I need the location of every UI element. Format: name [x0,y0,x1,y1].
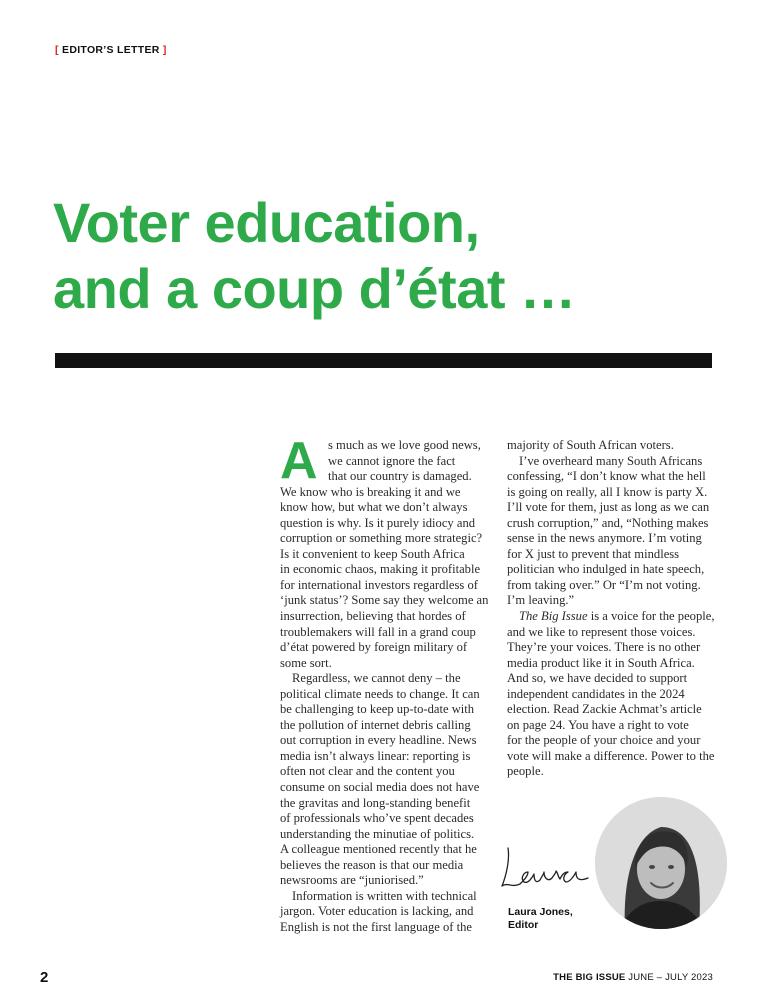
article-line: I’ll vote for them, just as long as we can [507,500,710,515]
article-line: independent candidates in the 2024 [507,686,685,701]
issue-date: JUNE – JULY 2023 [628,972,713,983]
article-line: sense in the news anymore. I’m voting [507,531,702,546]
article-line: election. Read Zackie Achmat’s article [507,702,702,717]
article-line: be challenging to keep up-to-date with [280,702,475,717]
article-line: is going on really, all I know is party X. [507,484,708,499]
article-line: media product like it in South Africa. [507,655,695,670]
publication-name-italic: The Big Issue [519,609,588,624]
article-line: majority of South African voters. [507,438,674,452]
article-line: Is it convenient to keep South Africa [280,546,465,561]
editor-role: Editor [508,919,539,931]
article-line: consume on social media does not have [280,780,480,795]
editor-name: Laura Jones, [508,906,573,918]
article-line [507,609,717,625]
article-line: And so, we have decided to support [507,671,688,686]
article-column-1 [280,432,489,936]
article-line: the pollution of internet debris calling [280,717,471,732]
article-line: A colleague mentioned recently that he [280,842,477,857]
article-line: understanding the minutiae of politics. [280,826,475,841]
publication-name: THE BIG ISSUE [553,972,626,983]
section-bracket-close: ] [162,44,167,56]
article-line: believes the reason is that our media [280,857,464,872]
page-footer [553,972,713,983]
article-line: know how, but what we don’t always [280,500,468,515]
headline-line-1: Voter education, [53,191,480,254]
article-line: They’re your voices. There is no other [507,640,701,655]
article-column-2 [507,438,717,780]
article-line: Information is written with technical [292,888,477,903]
drop-cap: A [280,432,318,490]
article-line: d’état powered by foreign military of [280,640,468,655]
article-line: the gravitas and long-standing benefit [280,795,471,810]
article-line: in economic chaos, making it profitable [280,562,481,577]
article-line: politician who indulged in hate speech, [507,562,705,577]
article-line: for international investors regardless of [280,577,478,592]
article-line: confessing, “I don’t know what the hell [507,469,706,484]
article-line: people. [507,764,544,779]
article-line: of professionals who’ve spent decades [280,811,474,826]
headline [53,190,743,322]
headline-divider [55,353,712,368]
page-number: 2 [40,969,49,986]
article-line: and we like to represent those voices. [507,624,696,639]
article-line-rest: is a voice for the people, [587,609,715,624]
article-line: crush corruption,” and, “Nothing makes [507,515,709,530]
article-line: out corruption in every headline. News [280,733,477,748]
article-line: for the people of your choice and your [507,733,701,748]
article-line: English is not the first language of the [280,919,473,934]
article-line: vote will make a difference. Power to the [507,748,715,763]
article-line: newsrooms are “juniorised.” [280,873,424,888]
article-line: from taking over.” Or “I’m not voting. [507,577,701,592]
article-line: I’m leaving.” [507,593,575,608]
article-line: Regardless, we cannot deny – the [292,671,461,686]
article-line: We know who is breaking it and we [280,484,461,499]
article-line: s much as we love good news, [328,438,481,452]
article-line: corruption or something more strategic? [280,531,483,546]
article-line: some sort. [280,655,332,670]
article-line: jargon. Voter education is lacking, and [280,904,474,919]
article-line: often not clear and the content you [280,764,455,779]
article-line: that our country is damaged. [328,469,472,484]
article-line: I’ve overheard many South Africans [519,453,703,468]
article-line: for X just to prevent that mindless [507,546,680,561]
editor-portrait [595,797,727,929]
article-line: insurrection, believing that hordes of [280,609,466,624]
article-line: ‘junk status’? Some say they welcome an [280,593,489,608]
section-label [55,44,167,56]
section-bracket-open: [ [55,44,59,56]
editor-signature [498,842,598,894]
editor-signoff [508,906,573,932]
headline-line-2: and a coup d’état … [53,257,576,320]
article-line: media isn’t always linear: reporting is [280,748,471,763]
article-line: question is why. Is it purely idiocy and [280,515,476,530]
article-line: troublemakers will fall in a grand coup [280,624,476,639]
article-line: political climate needs to change. It can [280,686,480,701]
section-label-text: EDITOR’S LETTER [62,44,160,56]
portrait-illustration [595,797,727,929]
article-line: we cannot ignore the fact [328,453,456,468]
article-line: on page 24. You have a right to vote [507,717,689,732]
